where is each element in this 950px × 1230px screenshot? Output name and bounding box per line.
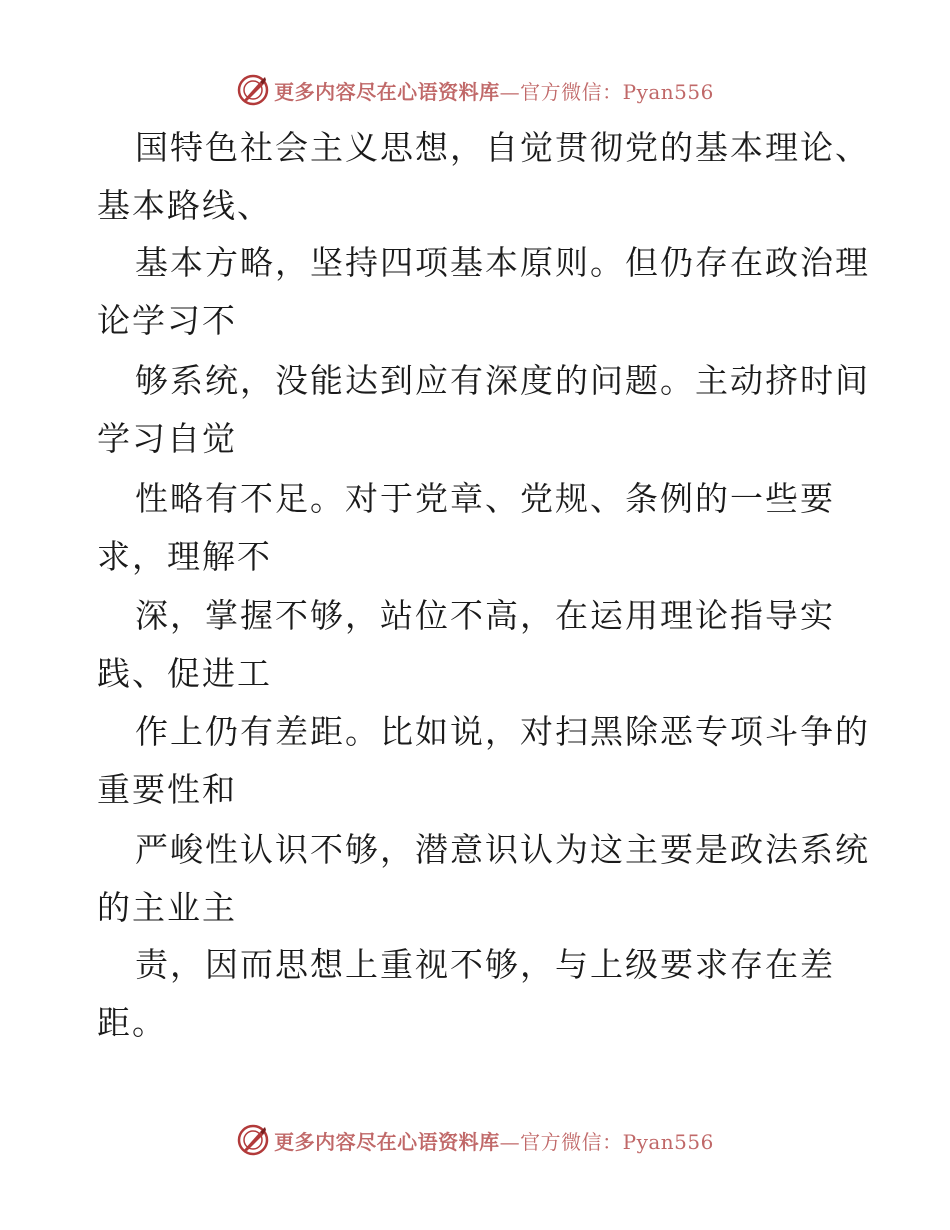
paragraph-line: 基本方略，坚持四项基本原则。但仍存在政治理 — [135, 243, 870, 282]
paragraph-line: 严峻性认识不够，潜意识认为这主要是政法系统 — [135, 830, 870, 869]
paragraph-line: 作上仍有差距。比如说，对扫黑除恶专项斗争的 — [135, 712, 870, 751]
paragraph-line: 基本路线、 — [97, 186, 272, 225]
paragraph-line: 论学习不 — [97, 301, 237, 340]
paragraph-line: 学习自觉 — [97, 419, 237, 458]
paragraph-line: 国特色社会主义思想，自觉贯彻党的基本理论、 — [135, 128, 870, 167]
header-text: 更多内容尽在心语资料库—官方微信：Pyan556 — [274, 79, 714, 104]
paragraph-line: 深，掌握不够，站位不高，在运用理论指导实 — [135, 596, 835, 635]
paragraph-line: 求，理解不 — [97, 537, 272, 576]
quill-logo-icon — [236, 1123, 270, 1157]
paragraph-line: 够系统，没能达到应有深度的问题。主动挤时间 — [135, 361, 870, 400]
paragraph-line: 性略有不足。对于党章、党规、条例的一些要 — [135, 479, 835, 518]
footer-text: 更多内容尽在心语资料库—官方微信：Pyan556 — [274, 1129, 714, 1154]
paragraph-line: 的主业主 — [97, 888, 237, 927]
footer-banner — [0, 1120, 950, 1160]
paragraph-line: 重要性和 — [97, 770, 237, 809]
paragraph-line: 责，因而思想上重视不够，与上级要求存在差 — [135, 945, 835, 984]
paragraph-line: 践、促进工 — [97, 654, 272, 693]
paragraph-line: 距。 — [97, 1003, 167, 1042]
